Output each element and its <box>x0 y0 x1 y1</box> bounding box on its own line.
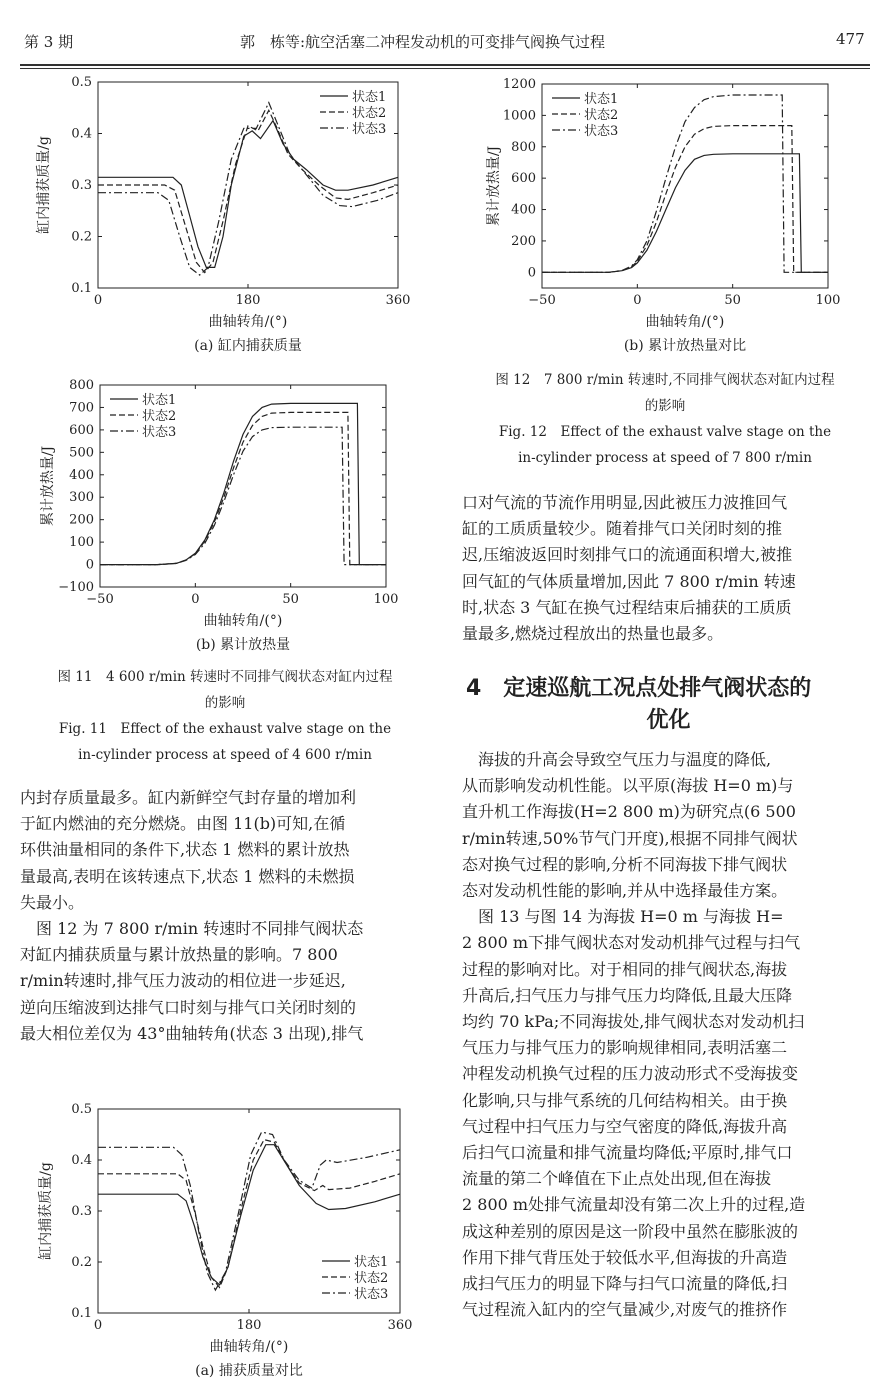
y-tick-label: 0.1 <box>71 281 92 296</box>
y-tick-label: 800 <box>511 139 536 155</box>
y-axis-label: 累计放热量/J <box>486 145 502 227</box>
legend-label: 状态3 <box>352 122 387 137</box>
text-line: 流量的第二个峰值在下止点处出现,但在海拔 <box>462 1169 772 1189</box>
page-number: 477 <box>836 30 865 48</box>
text-line: 内封存质量最多。缸内新鲜空气封存量的增加利 <box>20 788 357 807</box>
x-tick-label: 360 <box>385 293 411 308</box>
fig12-caption-en-1: Fig. 12 Effect of the exhaust valve stage on the <box>498 424 832 440</box>
chart-fig11a <box>20 70 440 360</box>
text-line: 量最多,燃烧过程放出的热量也最多。 <box>462 624 724 644</box>
y-tick-label: 0 <box>85 557 94 573</box>
y-tick-label: 0.2 <box>71 229 92 245</box>
y-tick-label: 500 <box>69 445 94 461</box>
text-line: 气压力与排气压力的影响规律相同,表明活塞二 <box>462 1038 788 1058</box>
header-rule-thin <box>20 68 870 69</box>
y-tick-label: 100 <box>69 535 94 551</box>
chart-caption: (a) 缸内捕获质量 <box>194 338 302 354</box>
x-tick-label: −50 <box>86 592 114 607</box>
text-line: 升高后,扫气压力与排气压力均降低,且最大压降 <box>462 985 793 1005</box>
fig12-caption <box>460 367 870 471</box>
x-tick-label: 0 <box>191 592 200 607</box>
text-line: 态对换气过程的影响,分析不同海拔下排气阀状 <box>462 854 788 874</box>
text-line: 海拔的升高会导致空气压力与温度的降低, <box>462 750 772 769</box>
text-line: 过程的影响对比。对于相同的排气阀状态,海拔 <box>462 959 788 979</box>
legend-label: 状态1 <box>584 92 619 107</box>
text-line: 成扫气压力的明显下降与扫气口流量的降低,扫 <box>462 1274 788 1294</box>
text-line: 缸的工质质量较少。随着排气口关闭时刻的推 <box>462 519 783 539</box>
legend-label: 状态2 <box>354 1271 389 1286</box>
y-tick-label: 0.4 <box>71 1153 92 1168</box>
x-tick-label: 180 <box>235 293 261 308</box>
legend-label: 状态3 <box>354 1287 389 1302</box>
y-tick-label: 400 <box>511 202 536 218</box>
text-line: 口对气流的节流作用明显,因此被压力波推回气 <box>462 493 788 512</box>
issue-number: 第 3 期 <box>24 33 74 51</box>
text-line: 态对发动机性能的影响,并从中选择最佳方案。 <box>462 881 788 901</box>
legend-label: 状态1 <box>354 1255 389 1270</box>
legend-label: 状态2 <box>584 108 619 123</box>
y-tick-label: 0.5 <box>71 1102 92 1117</box>
y-tick-label: 600 <box>511 171 536 187</box>
text-line: 对缸内捕获质量与累计放热量的影响。7 800 <box>20 945 338 965</box>
legend-label: 状态1 <box>352 90 387 105</box>
text-line: 均约 70 kPa;不同海拔处,排气阀状态对发动机扫 <box>462 1012 805 1032</box>
legend-label: 状态2 <box>142 409 177 424</box>
text-line: 环供油量相同的条件下,状态 1 燃料的累计放热 <box>20 840 350 860</box>
x-tick-label: 100 <box>815 293 841 308</box>
text-line: 气过程中扫气压力与空气密度的降低,海拔升高 <box>462 1116 788 1136</box>
y-tick-label: 0.3 <box>71 178 92 193</box>
y-tick-label: 200 <box>69 512 94 528</box>
y-tick-label: 200 <box>511 233 536 249</box>
text-line: 直升机工作海拔(H=2 800 m)为研究点(6 500 <box>462 802 796 822</box>
y-tick-label: 800 <box>69 378 94 393</box>
y-tick-label: 1200 <box>502 77 536 92</box>
text-line: 回气缸的气体质量增加,因此 7 800 r/min 转速 <box>462 571 796 591</box>
chart-fig11b <box>20 373 440 658</box>
legend-label: 状态3 <box>584 124 619 139</box>
section-heading-line: 4 定速巡航工况点处排气阀状态的 <box>466 676 812 701</box>
text-line: 成这种差别的原因是这一阶段中虽然在膨胀波的 <box>462 1221 799 1241</box>
fig11-caption-en-1: Fig. 11 Effect of the exhaust valve stage on the <box>58 721 392 737</box>
header-rule <box>20 64 870 66</box>
text-line: 图 13 与图 14 为海拔 H=0 m 与海拔 H= <box>462 907 784 927</box>
x-tick-label: 50 <box>282 592 299 607</box>
x-tick-label: 0 <box>93 1318 103 1333</box>
right-paragraph-1 <box>462 490 872 647</box>
x-tick-label: 0 <box>93 293 103 308</box>
chart-caption: (a) 捕获质量对比 <box>195 1363 303 1379</box>
text-line: 作用下排气背压处于较低水平,但海拔的升高造 <box>462 1247 788 1267</box>
text-line: 冲程发动机换气过程的压力波动形式不受海拔变 <box>462 1064 799 1084</box>
series-line <box>542 126 828 273</box>
text-line: 失最小。 <box>20 892 85 912</box>
text-line: 于缸内燃油的充分燃烧。由图 11(b)可知,在循 <box>20 814 346 834</box>
left-paragraph-1 <box>20 785 430 1047</box>
text-line: 时,状态 3 气缸在换气过程结束后捕获的工质质 <box>462 597 792 617</box>
fig12-caption-en-2: in-cylinder process at speed of 7 800 r/min <box>518 450 812 466</box>
x-tick-label: 360 <box>387 1318 413 1333</box>
y-tick-label: 0 <box>527 265 536 281</box>
fig11-caption-cn-1: 图 11 4 600 r/min 转速时不同排气阀状态对缸内过程 <box>57 669 393 685</box>
x-axis-label: 曲轴转角/(°) <box>203 613 283 629</box>
fig12-caption-cn-2: 的影响 <box>644 398 686 414</box>
x-tick-label: 50 <box>724 293 741 308</box>
fig12-caption-cn-1: 图 12 7 800 r/min 转速时,不同排气阀状态对缸内过程 <box>495 372 835 388</box>
legend-label: 状态3 <box>142 425 177 440</box>
x-axis-label: 曲轴转角/(°) <box>208 314 288 330</box>
section-heading <box>466 673 871 737</box>
legend-label: 状态1 <box>142 393 177 408</box>
y-tick-label: 0.1 <box>71 1306 92 1321</box>
text-line: 后扫气口流量和排气流量均降低;平原时,排气口 <box>462 1143 793 1163</box>
chart-caption: (b) 累计放热量 <box>195 637 291 653</box>
text-line: 2 800 m处排气流量却没有第二次上升的过程,造 <box>462 1195 806 1215</box>
right-paragraph-2 <box>462 747 872 1323</box>
fig11-caption <box>20 664 430 768</box>
text-line: 迟,压缩波返回时刻排气口的流通面积增大,被推 <box>462 545 793 565</box>
y-tick-label: 600 <box>69 422 94 438</box>
fig11-caption-en-2: in-cylinder process at speed of 4 600 r/min <box>78 747 372 763</box>
x-tick-label: 100 <box>373 592 399 607</box>
chart-fig12b <box>465 72 885 360</box>
running-title: 郭 栋等:航空活塞二冲程发动机的可变排气阀换气过程 <box>240 33 606 51</box>
chart-fig13a <box>20 1097 440 1390</box>
text-line: 逆向压缩波到达排气口时刻与排气口关闭时刻的 <box>20 997 357 1017</box>
y-tick-label: 300 <box>69 490 94 506</box>
y-tick-label: 0.4 <box>71 126 92 142</box>
series-line <box>100 427 386 564</box>
text-line: 从而影响发动机性能。以平原(海拔 H=0 m)与 <box>462 776 794 796</box>
text-line: 最大相位差仅为 43°曲轴转角(状态 3 出现),排气 <box>20 1023 364 1043</box>
y-axis-label: 累计放热量/J <box>40 445 56 527</box>
section-heading-line: 优化 <box>646 708 691 733</box>
x-axis-label: 曲轴转角/(°) <box>209 1339 289 1355</box>
y-axis-label: 缸内捕获质量/g <box>38 1162 54 1260</box>
x-axis-label: 曲轴转角/(°) <box>645 314 725 330</box>
fig11-caption-cn-2: 的影响 <box>204 695 246 711</box>
text-line: r/min转速时,排气压力波动的相位进一步延迟, <box>20 971 346 991</box>
y-tick-label: 0.3 <box>71 1204 92 1219</box>
x-tick-label: 180 <box>236 1318 262 1333</box>
series-line <box>542 154 828 272</box>
y-tick-label: 1000 <box>502 108 536 124</box>
y-tick-label: 0.2 <box>71 1255 92 1270</box>
y-axis-label: 缸内捕获质量/g <box>36 136 52 234</box>
text-line: 量最高,表明在该转速点下,状态 1 燃料的未燃损 <box>20 866 355 886</box>
x-tick-label: 0 <box>633 293 642 308</box>
text-line: 2 800 m下排气阀状态对发动机排气过程与扫气 <box>462 933 801 953</box>
y-tick-label: 0.5 <box>71 75 92 90</box>
chart-caption: (b) 累计放热量对比 <box>623 338 747 354</box>
x-tick-label: −50 <box>528 293 556 308</box>
y-tick-label: 700 <box>69 400 94 416</box>
text-line: 化影响,只与排气系统的几何结构相关。由于换 <box>462 1090 788 1110</box>
text-line: 气过程流入缸内的空气量减少,对废气的推挤作 <box>462 1300 788 1320</box>
text-line: r/min转速,50%节气门开度),根据不同排气阀状 <box>462 828 798 848</box>
y-tick-label: −100 <box>58 580 94 595</box>
legend-label: 状态2 <box>352 106 387 121</box>
series-line <box>98 121 398 268</box>
text-line: 图 12 为 7 800 r/min 转速时不同排气阀状态 <box>20 919 364 939</box>
y-tick-label: 400 <box>69 467 94 483</box>
